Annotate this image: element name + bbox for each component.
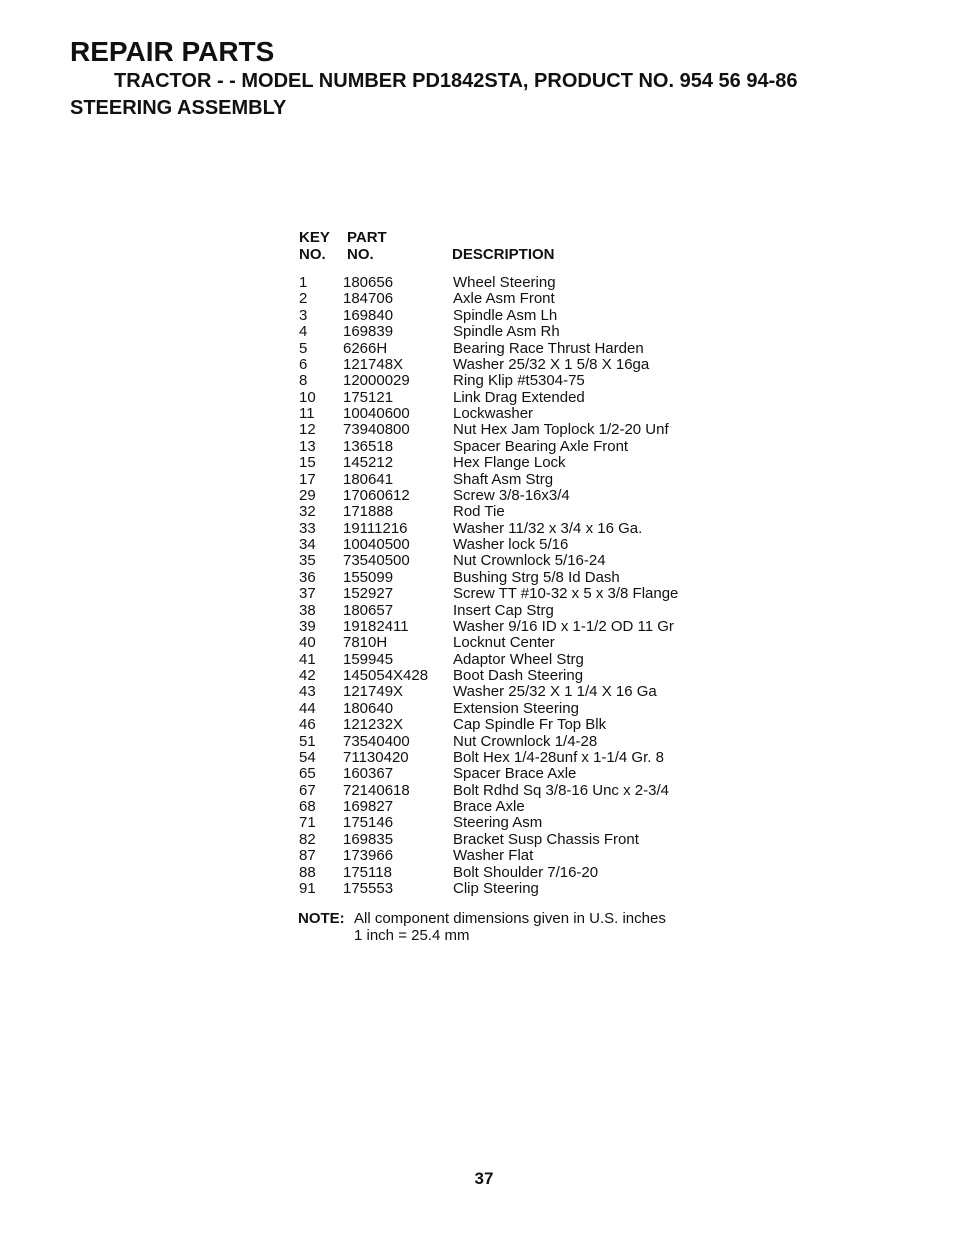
part-no-cell: 180640	[343, 699, 394, 717]
part-no-cell: 7810H	[343, 634, 388, 652]
parts-table-body	[298, 275, 718, 897]
part-no-cell: 6266H	[343, 339, 388, 357]
parts-table-header	[298, 229, 718, 267]
description-cell: Bracket Susp Chassis Front	[453, 830, 639, 848]
part-no-cell: 121232X	[343, 716, 404, 734]
part-no-cell: 73540500	[343, 552, 410, 570]
description-cell: Ring Klip #t5304-75	[453, 372, 585, 390]
part-no-cell: 175146	[343, 814, 394, 832]
description-cell: Nut Crownlock 1/4-28	[453, 732, 598, 750]
part-no-cell: 180641	[343, 470, 394, 488]
key-no-cell: 82	[299, 830, 316, 848]
description-cell: Screw TT #10-32 x 5 x 3/8 Flange	[453, 585, 679, 603]
key-no-cell: 8	[299, 372, 308, 390]
key-no-cell: 1	[299, 274, 308, 291]
table-row	[298, 373, 718, 389]
table-row	[298, 275, 718, 291]
page-number: 37	[474, 1169, 494, 1188]
key-no-cell: 88	[299, 863, 316, 881]
key-no-cell: 67	[299, 781, 316, 799]
description-cell: Insert Cap Strg	[453, 601, 554, 619]
part-no-cell: 10040600	[343, 405, 410, 422]
table-row	[298, 848, 718, 864]
description-cell: Washer Flat	[453, 847, 534, 865]
description-cell: Nut Hex Jam Toplock 1/2-20 Unf	[453, 421, 669, 439]
description-cell: Spacer Bearing Axle Front	[453, 437, 629, 455]
table-row	[298, 586, 718, 602]
key-no-cell: 39	[299, 617, 316, 635]
description-cell: Brace Axle	[453, 798, 525, 815]
parts-table	[298, 229, 718, 897]
part-no-cell: 171888	[343, 503, 394, 521]
table-row	[298, 635, 718, 651]
key-no-cell: 65	[299, 765, 316, 783]
part-no-cell: 73940800	[343, 421, 410, 439]
description-cell: Steering Asm	[453, 814, 543, 832]
key-no-cell: 42	[299, 667, 316, 684]
description-cell: Clip Steering	[453, 879, 539, 897]
description-cell: Bushing Strg 5/8 Id Dash	[453, 568, 620, 586]
table-row	[298, 881, 718, 897]
key-no-cell: 5	[299, 339, 308, 357]
part-no-cell: 10040500	[343, 536, 410, 553]
section-title: STEERING ASSEMBLY	[70, 97, 287, 119]
description-cell: Adaptor Wheel Strg	[453, 650, 584, 668]
part-no-cell: 175553	[343, 879, 394, 897]
part-no-cell: 17060612	[343, 486, 410, 504]
table-row	[298, 308, 718, 324]
table-row	[298, 783, 718, 799]
table-row	[298, 619, 718, 635]
key-no-cell: 6	[299, 355, 308, 373]
key-no-cell: 71	[299, 814, 316, 832]
key-no-cell: 44	[299, 699, 316, 717]
page-title: REPAIR PARTS	[70, 36, 275, 67]
table-row	[298, 341, 718, 357]
table-row	[298, 390, 718, 406]
key-no-cell: 33	[299, 519, 316, 537]
key-no-cell: 2	[299, 290, 308, 308]
table-row	[298, 439, 718, 455]
table-row	[298, 291, 718, 307]
table-row	[298, 684, 718, 700]
table-row	[298, 406, 718, 422]
part-no-cell: 71130420	[343, 748, 409, 766]
part-no-cell: 169839	[343, 323, 394, 341]
description-cell: Spindle Asm Lh	[453, 306, 558, 324]
key-no-cell: 68	[299, 798, 316, 815]
description-cell: Shaft Asm Strg	[453, 470, 554, 488]
key-no-cell: 41	[299, 650, 316, 668]
part-no-cell: 155099	[343, 568, 394, 586]
part-no-cell: 72140618	[343, 781, 410, 799]
part-no-cell: 12000029	[343, 372, 410, 390]
part-no-cell: 175121	[343, 388, 394, 406]
part-no-cell: 136518	[343, 437, 394, 455]
key-no-cell: 38	[299, 601, 316, 619]
description-cell: Rod Tie	[453, 503, 505, 521]
key-no-cell: 43	[299, 683, 316, 701]
table-row	[298, 504, 718, 520]
part-no-cell: 184706	[343, 290, 394, 308]
part-no-cell: 159945	[343, 650, 394, 668]
part-no-cell: 175118	[343, 863, 392, 881]
key-no-cell: 3	[299, 306, 308, 324]
key-no-cell: 40	[299, 634, 316, 652]
key-no-cell: 11	[299, 405, 315, 422]
part-no-cell: 169827	[343, 798, 394, 815]
key-no-cell: 10	[299, 388, 316, 406]
table-row	[298, 865, 718, 881]
description-cell: Nut Crownlock 5/16-24	[453, 552, 606, 570]
note-line-1: All component dimensions given in U.S. inches	[354, 910, 666, 927]
key-no-cell: 54	[299, 748, 316, 766]
key-no-cell: 87	[299, 847, 316, 865]
part-no-cell: 73540400	[343, 732, 410, 750]
description-cell: Boot Dash Steering	[453, 667, 584, 684]
key-no-cell: 37	[299, 585, 316, 603]
table-row	[298, 472, 718, 488]
key-no-cell: 35	[299, 552, 316, 570]
table-row	[298, 815, 718, 831]
table-row	[298, 750, 718, 766]
part-no-cell: 19111216	[343, 519, 408, 537]
table-row	[298, 553, 718, 569]
part-no-cell: 152927	[343, 585, 394, 603]
description-header: DESCRIPTION	[452, 246, 555, 263]
table-row	[298, 570, 718, 586]
table-row	[298, 701, 718, 717]
part-no-cell: 19182411	[343, 617, 409, 635]
part-no-cell: 169835	[343, 830, 394, 848]
table-row	[298, 537, 718, 553]
table-row	[298, 488, 718, 504]
table-row	[298, 832, 718, 848]
description-cell: Washer 11/32 x 3/4 x 16 Ga.	[453, 519, 643, 537]
description-cell: Bolt Rdhd Sq 3/8-16 Unc x 2-3/4	[453, 781, 669, 799]
table-row	[298, 766, 718, 782]
key-no-cell: 36	[299, 568, 316, 586]
table-row	[298, 799, 718, 815]
table-row	[298, 455, 718, 471]
description-cell: Locknut Center	[453, 634, 555, 652]
part-no-cell: 160367	[343, 765, 394, 783]
description-cell: Washer 9/16 ID x 1-1/2 OD 11 Gr	[453, 617, 674, 635]
key-no-cell: 17	[299, 470, 316, 488]
table-row	[298, 603, 718, 619]
key-no-cell: 91	[299, 879, 316, 897]
description-cell: Link Drag Extended	[453, 388, 585, 406]
description-cell: Bearing Race Thrust Harden	[453, 339, 644, 357]
table-row	[298, 357, 718, 373]
part-no-cell: 145212	[343, 454, 394, 472]
table-row	[298, 422, 718, 438]
note-label: NOTE:	[298, 910, 345, 927]
description-cell: Lockwasher	[453, 405, 534, 422]
description-cell: Washer lock 5/16	[453, 536, 569, 553]
description-cell: Spindle Asm Rh	[453, 323, 560, 341]
part-no-cell: 180657	[343, 601, 394, 619]
part-no-cell: 121749X	[343, 683, 404, 701]
table-row	[298, 521, 718, 537]
key-no-cell: 46	[299, 716, 316, 734]
description-cell: Axle Asm Front	[453, 290, 555, 308]
key-no-cell: 34	[299, 536, 316, 553]
part-no-cell: 169840	[343, 306, 394, 324]
note-line-2: 1 inch = 25.4 mm	[354, 926, 470, 944]
description-cell: Washer 25/32 X 1 1/4 X 16 Ga	[453, 683, 657, 701]
description-cell: Wheel Steering	[453, 274, 556, 291]
table-row	[298, 324, 718, 340]
key-no-cell: 15	[299, 454, 316, 472]
key-no-cell: 32	[299, 503, 316, 521]
part-no-cell: 121748X	[343, 355, 404, 373]
description-cell: Screw 3/8-16x3/4	[453, 486, 570, 504]
description-cell: Cap Spindle Fr Top Blk	[453, 716, 607, 734]
description-cell: Spacer Brace Axle	[453, 765, 577, 783]
part-no-cell: 173966	[343, 847, 394, 865]
key-no-cell: 29	[299, 486, 316, 504]
table-row	[298, 668, 718, 684]
key-no-cell: 12	[299, 421, 316, 439]
description-cell: Bolt Hex 1/4-28unf x 1-1/4 Gr. 8	[453, 748, 664, 766]
model-subtitle: TRACTOR - - MODEL NUMBER PD1842STA, PRODUCT NO. 954 56 94-86	[114, 70, 798, 92]
key-header-line1: KEY	[299, 229, 330, 246]
table-row	[298, 717, 718, 733]
table-row	[298, 734, 718, 750]
description-cell: Bolt Shoulder 7/16-20	[453, 863, 599, 881]
part-header-line1: PART	[347, 229, 387, 246]
part-header-line2: NO.	[347, 246, 374, 263]
table-row	[298, 652, 718, 668]
description-cell: Washer 25/32 X 1 5/8 X 16ga	[453, 355, 650, 373]
key-no-cell: 51	[299, 732, 316, 750]
part-no-cell: 180656	[343, 274, 394, 291]
description-cell: Hex Flange Lock	[453, 454, 566, 472]
key-no-cell: 4	[299, 323, 308, 341]
part-no-cell: 145054X428	[343, 667, 429, 684]
key-no-cell: 13	[299, 437, 316, 455]
key-header-line2: NO.	[299, 246, 326, 263]
description-cell: Extension Steering	[453, 699, 579, 717]
